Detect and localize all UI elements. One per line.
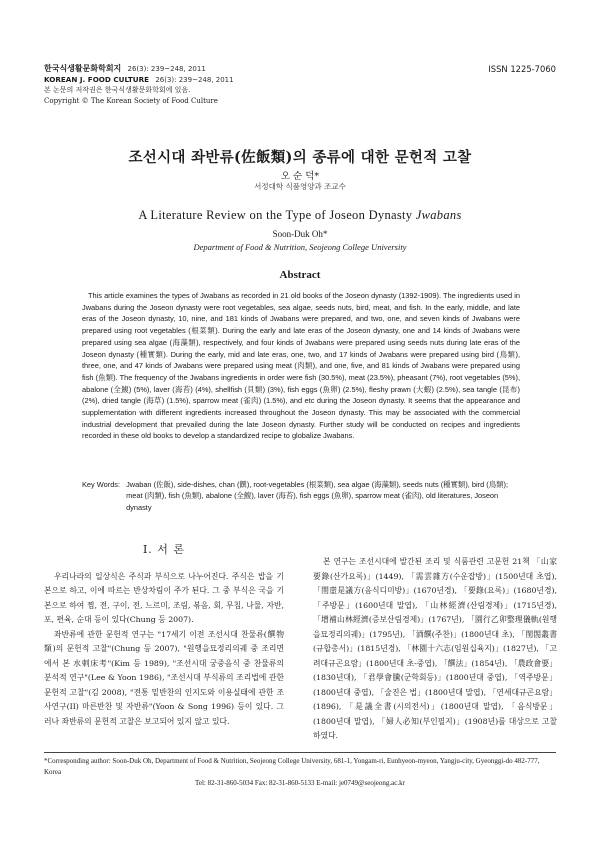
section-title-introduction: I. 서 론 [142,543,186,556]
body-paragraph: 좌반류에 관한 문헌적 연구는 "17세기 이전 조선시대 찬물류(饌物類)의 문헌적 고찰"(Chung 등 2007), "원행을묘정리의궤 중 조리면에서 본 水剌床考"(Kim 등 1989), "조선시대 궁중음식 중 찬물류의 분석적 연구"(Lee & Yoon 1986), "조선시대 부식류의 조리법에 관한 문헌적 고찰"(김 2008), "전통 밑반찬의 인지도와 이용실태에 관한 조사연구(II) 마른반찬 및 자반류"(Yoon & Song 1996) 등이 있다. 그러나 좌반류의 문헌적 고찰은 보고되어 있지 않고 있다. [44,629,284,726]
left-column [44,543,284,729]
affiliation-en: Department of Food & Nutrition, Seojeong College University [193,242,407,252]
abstract-heading: Abstract [279,269,321,281]
body-paragraph: 우리나라의 일상식은 주식과 부식으로 나누어진다. 주식은 밥을 기본으로 하고, 이에 따르는 반상차림이 주가 된다. 그 중 부식은 국을 기본으로 하여 찜, 전, 구이, 전, 느르미, 조림, 볶음, 회, 무침, 나물, 자반, 포, 편육, 순대 등이 있다(Chung 등 2007). [44,571,284,624]
keywords-label: Key Words: [82,480,121,489]
title-kr: 조선시대 좌반류(佐飯類)의 종류에 대한 문헌적 고찰 [128,149,472,166]
abstract-text: This article examines the types of Jwabans as recorded in 21 old books of the Joseon dynasty (1392-1909). The ingredients used in Jwabans during the Joseon dynasty were root vegetables, sea algae, seeds nuts, bird, meat, and fish. In the early, middle, and late eras of the Joseon dynasty, 10, nine, and 181 kinds of Jwabans were prepared, and two, one, and seven kinds of Jwabans were prepared using root vegetables (根菜類). During the early and late eras of the Joseon dynasty, one and 14 kinds of Jwabans were prepared using sea algae (海藻類), respectively, and four kinds of Jwabans were prepared using seeds nuts during late eras of the Joseon dynasty (種實類). During the early, mid and late eras, one, two, and 17 kinds of Jwabans were prepared using bird (鳥類), three, one, and 47 kinds of Jwabans were prepared using meat (肉類), and one, five, and 81 kinds of Jwabans were prepared using fish (魚類). The frequency of the Jwabans ingredients in order were fish (30.5%), meat (23.5%), pheasant (7%), root vegetables (5%), abalone (全鰒) (5%), laver (海苔) (4%), shellfish (貝類) (3%), fish eggs (魚卵) (2.5%), fleshy prawn (大蝦) (2.5%), sea tangle (昆布) (2%), dried tangle (海草) (1.5%), sparrow meat (雀肉) (1.5%), and etc during the Joseon dynasty. It seems that the appearance and supplementation with different ingredients increased throughout the Joseon dynasty. This may be associated with the commercial industrial development that prevailed during the late Joseon dynasty. Further study will be conducted on recipes and ingredients recorded in these old books to develop a standardized recipe to globalize Jwabans. [82,291,520,441]
title-en [0,208,600,223]
journal-volume-kr: 26(3): 239~248, 2011 [127,65,206,73]
author-en: Soon-Duk Oh* [272,229,328,239]
footnote-contact: Tel: 82-31-860-5034 Fax: 82-31-860-5133 E-mail: je0749@seojeong.ac.kr [195,779,405,787]
copyright-kr: 본 논문의 저작권은 한국식생활문화학회에 있음. [44,86,191,94]
author-kr: 오 순 덕* [280,171,320,182]
keywords-list: Jwaban (佐飯), side-dishes, chan (饌), root-vegetables (根菜類), sea algae (海藻類), seeds nuts (種實類), bird (鳥類); meat (肉類), fish (魚類), abalone (全鰒), laver (海苔), fish eggs (魚卵), sparrow meat (雀肉), old literatures, Joseon dynasty [126,480,509,512]
body-paragraph: 본 연구는 조선시대에 발간된 조리 및 식품관련 고문헌 21책 「山家要錄(산가요록)」(1449), 「需雲雜方(수운잡방)」(1500년대 초엽), 「閨壼是議方(음식디미방)」(1670년경), 「要錄(요록)」(1680년경), 「주방문」(1600년대 말엽), 「山林經濟(산림경제)」(1715년경), 「增補山林經濟(증보산림경제)」(1767년), 「園行乙卯整理儀軌(원행을묘정리의궤)」(1795년), 「酒饌(주찬)」(1800년대 초), 「閨閤叢書(규합총서)」(1815년경), 「林園十六志(임원십육지)」(1827년), 「고려대규곤요람」(1800년대 초-중엽), 「饌法」(1854년), 「農政會要」(1830년대), 「君學會騰(군학회등)」(1800년대 중엽), 「역주방문」(1800년대 중엽), 「술진은 법」(1800년대 말엽), 「연세대규곤요람」(1896), 「是議全書(시의전서)」(1800년대 말엽), 「음식방문」(1800년대 말엽), 「婦人必知(부인필지)」(1908년)를 대상으로 고찰하였다. [313,557,557,740]
title-en-main: A Literature Review on the Type of Joseon Dynasty [138,208,413,222]
footnote-address: *Corresponding author: Soon-Duk Oh, Department of Food & Nutrition, Seojeong College University, 681-1, Yongam-ri, Eunhyeon-myeon, Yangju-city, Gyeonggi-do 482-777, Korea [44,757,540,776]
footnote [44,756,556,789]
footnote-divider [44,752,556,753]
issn: ISSN 1225-7060 [488,64,556,74]
journal-name-en: KOREAN J. FOOD CULTURE [44,74,150,84]
journal-header [44,64,564,106]
journal-name-kr: 한국식생활문화학회지 [44,64,122,73]
copyright-en: Copyright © The Korean Society of Food Culture [44,96,218,105]
title-en-italic: Jwabans [415,208,462,222]
keywords [82,479,520,513]
journal-volume-en: 26(3): 239~248, 2011 [155,75,234,84]
right-column [313,555,557,744]
affiliation-kr: 서정대학 식품영양과 조교수 [254,182,346,191]
